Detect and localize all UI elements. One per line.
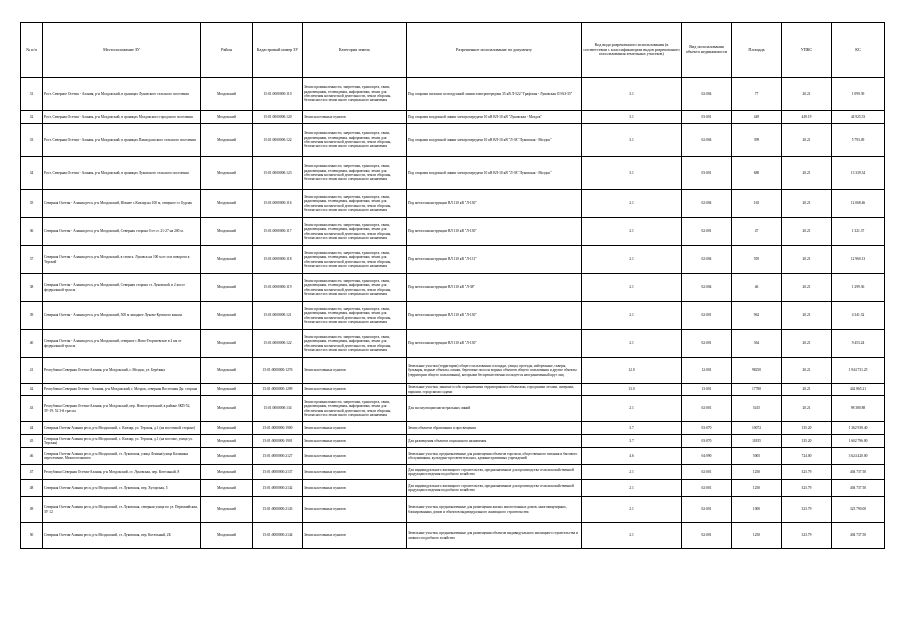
header-cadastral-number: Кадастровый номер ЗУ: [253, 23, 303, 78]
cell-land-category: Земли населенных пунктов: [303, 448, 407, 465]
cell-ks: 404 737.50: [832, 465, 885, 480]
cell-number: 34: [21, 157, 43, 190]
cell-area: 165: [732, 190, 782, 218]
cell-cadastral-number: 15:01:0000000:118: [253, 246, 303, 274]
cell-ks: 323 790.00: [832, 497, 885, 523]
cell-land-category: Земли промышленности, энергетики, транспорта, связи, радиовещания, телевидения, информатики, земли для обеспечения космической деятельности, земли обороны, безопасности и земли иного специального назначения: [303, 330, 407, 358]
cell-number: 43: [21, 396, 43, 422]
cell-district: Моздокский: [201, 330, 253, 358]
cell-location: Рост. Северная Осетия - Алания, р-н Моздокский, в границах Луковского сельского поселения: [43, 157, 201, 190]
cell-cadastral-number: 15:01:0000000:116: [253, 190, 303, 218]
cell-area: 47: [732, 218, 782, 246]
cell-use-type: 02:001: [682, 480, 732, 497]
cell-land-category: Земли промышленности, энергетики, транспорта, связи, радиовещания, телевидения, информатики, земли для обеспечения космической деятельности, земли обороны, безопасности и земли иного специального назначения: [303, 274, 407, 302]
cell-ks: 1 362 938.40: [832, 422, 885, 435]
cell-use-type: 02:001: [682, 465, 732, 480]
cell-district: Моздокский: [201, 448, 253, 465]
cell-number: 50: [21, 523, 43, 549]
cell-permitted-use: Земельные участки, занятые особо охраняемыми территориями и объектами, городскими лесами, скверами, парками, городскими садами: [407, 384, 582, 396]
cell-cadastral-number: 15:01:0000000:119: [253, 274, 303, 302]
cell-use-type: 02:001: [682, 497, 732, 523]
header-ks: КС: [832, 23, 885, 78]
cell-area: 364: [732, 330, 782, 358]
cell-ks: 1 944 731.25: [832, 358, 885, 384]
cell-permitted-use: Под опорами пилонов по воздушной линии электропередачи 35 кВ Л-522 "Графская - Луковская ОЭАЗ-35": [407, 78, 582, 111]
table-row: [21, 523, 885, 549]
cell-use-type: 02:004: [682, 190, 732, 218]
cell-cadastral-number: 15:01:0000000:2144: [253, 523, 303, 549]
cell-land-category: Земли промышленности, энергетики, транспорта, связи, радиовещания, телевидения, информатики, земли для обеспечения космической деятельности, земли обороны, безопасности и земли иного специального назначения: [303, 218, 407, 246]
cell-number: 45: [21, 435, 43, 448]
cell-ks: 12 960.13: [832, 246, 885, 274]
cell-permitted-use: Земельные участки (территории) общего пользования: площади, улицы, проезды, набережные, скверы, бульвары, водные объекты, пляжи, береговые полосы водных объектов общего пользования и другие объекты (территории общего пользования), которыми беспрепятственно пользуется неограниченный круг лиц: [407, 358, 582, 384]
cell-location: Северная Осетия - Алания респ, р-н Моздокский, в семи к. Луковск на 100 м от оси поворота к Терской: [43, 246, 201, 274]
cell-number: 35: [21, 190, 43, 218]
cell-ks: 13 339.34: [832, 157, 885, 190]
cell-use-type: 02:001: [682, 523, 732, 549]
cell-permitted-use: Земельные участки, предназначенные для размещения объектов индивидуального жилищного строительства и личного подсобного хозяйства: [407, 523, 582, 549]
cell-number: 36: [21, 218, 43, 246]
cell-land-category: Земли промышленности, энергетики, транспорта, связи, радиовещания, телевидения, информатики, земли для обеспечения космической деятельности, земли обороны, безопасности и земли иного специального назначения: [303, 246, 407, 274]
cell-permitted-use: Под опорами воздушной линии электропередачи 10 кВ ВЛ-10 кВ "Л-38 "Луковская - Моздок": [407, 124, 582, 157]
cell-number: 42: [21, 384, 43, 396]
cell-cadastral-number: 15:01:0000000:2142: [253, 480, 303, 497]
cell-area: 77: [732, 78, 782, 111]
cell-cadastral-number: 15:01:0000000:123: [253, 157, 303, 190]
cell-permitted-use: Под металлоконструкции ВЛ 110 кВ "Л-130": [407, 302, 582, 330]
table-row: [21, 384, 885, 396]
cell-area: 5005: [732, 448, 782, 465]
cell-land-category: Земли промышленности, энергетики, транспорта, связи, радиовещания, телевидения, информатики, земли для обеспечения космической деятельности, земли обороны, безопасности и земли иного специального назначения: [303, 124, 407, 157]
cell-use-type: 02:004: [682, 124, 732, 157]
cell-area: 1250: [732, 480, 782, 497]
cell-use-code: 13.0: [582, 384, 682, 396]
cell-use-type: 02:001: [682, 218, 732, 246]
header-permitted-use: Разрешенное использование по документу: [407, 23, 582, 78]
cell-ks: 1 099.39: [832, 78, 885, 111]
cell-permitted-use: Земельные участки, предназначенные для размещения объектов торговли, общественного питания и бытового обслуживания, культурно-просветительских, административных учреждений: [407, 448, 582, 465]
cell-use-code: 3.1: [582, 124, 682, 157]
cell-land-category: Земли промышленности, энергетики, транспорта, связи, радиовещания, телевидения, информатики, земли для обеспечения космической деятельности, земли обороны, безопасности и земли иного специального назначения: [303, 396, 407, 422]
cell-district: Моздокский: [201, 302, 253, 330]
cell-number: 40: [21, 330, 43, 358]
cell-permitted-use: Под металлоконструкции ВЛ 110 кВ "Л-130": [407, 218, 582, 246]
table-body: [21, 78, 885, 549]
cell-cadastral-number: 15:01:0000000:122: [253, 124, 303, 157]
cell-land-category: Земли населенных пунктов: [303, 384, 407, 396]
cell-district: Моздокский: [201, 497, 253, 523]
header-upks: УПКС: [782, 23, 832, 78]
cell-permitted-use: Под металлоконструкции ВЛ 110 кВ "Л-38": [407, 274, 582, 302]
cell-cadastral-number: 15:01:0000000:110: [253, 78, 303, 111]
cell-use-code: 3.1: [582, 111, 682, 124]
cell-ks: 3 624 420.00: [832, 448, 885, 465]
cell-use-code: 2.1: [582, 497, 682, 523]
cell-number: 33: [21, 124, 43, 157]
land-parcel-register-table: [20, 22, 885, 549]
cell-permitted-use: Под опорами воздушной линии электропередачи 10 кВ ВЛ-10 кВ "Луковская - Моздок": [407, 111, 582, 124]
cell-permitted-use: Для размещения объектов социального назначения: [407, 435, 582, 448]
cell-use-type: 13:001: [682, 384, 732, 396]
table-row: [21, 246, 885, 274]
cell-use-code: 4.6: [582, 448, 682, 465]
header-land-category: Категория земель: [303, 23, 407, 78]
cell-district: Моздокский: [201, 111, 253, 124]
cell-district: Моздокский: [201, 384, 253, 396]
header-location: Местоположение ЗУ: [43, 23, 201, 78]
cell-permitted-use: Под металлоконструкции ВЛ 110 кВ "Л-131": [407, 246, 582, 274]
cell-number: 38: [21, 274, 43, 302]
table-row: [21, 302, 885, 330]
table-row: [21, 497, 885, 523]
cell-permitted-use: Земли объектов образования и просвещения: [407, 422, 582, 435]
cell-use-type: 03:070: [682, 435, 732, 448]
cell-permitted-use: Под опорами воздушной линии электропередачи 10 кВ ВЛ-10 кВ "Л-38 "Луковская - Моздок": [407, 157, 582, 190]
cell-area: 1250: [732, 523, 782, 549]
table-row: [21, 124, 885, 157]
cell-use-code: 2.1: [582, 274, 682, 302]
cell-ks: 404 737.50: [832, 523, 885, 549]
cell-upks: 20.21: [782, 274, 832, 302]
cell-location: Северная Осетия-Алания респ, р-н Моздокский, с. Кизляр, ул. Терская, д.1 (на восточной стороне): [43, 422, 201, 435]
cell-district: Моздокский: [201, 396, 253, 422]
cell-use-type: 02:001: [682, 302, 732, 330]
cell-location: Северная Осетия - Алания респ, р-н Моздокский, 500 м западнее Луково-Кумского канала: [43, 302, 201, 330]
cell-number: 44: [21, 422, 43, 435]
cell-land-category: Земли промышленности, энергетики, транспорта, связи, радиовещания, телевидения, информатики, земли для обеспечения космической деятельности, земли обороны, безопасности и земли иного специального назначения: [303, 190, 407, 218]
table-row: [21, 218, 885, 246]
cell-use-type: 03:070: [682, 422, 732, 435]
cell-district: Моздокский: [201, 246, 253, 274]
cell-location: Северная Осетия-Алания респ, р-н Моздокский, ст. Луковская, пер. Хуторская, 5: [43, 480, 201, 497]
cell-upks: 20.21: [782, 330, 832, 358]
header-district: Район: [201, 23, 253, 78]
cell-use-code: 2.1: [582, 523, 682, 549]
cell-area: 10072: [732, 422, 782, 435]
cell-location: Северная Осетия-Алания респ, р-н Моздокский, с. Кизляр, ул. Терская, д.1 (на востоке, улица ул. Терская): [43, 435, 201, 448]
cell-ks: 98 380.88: [832, 396, 885, 422]
cell-ks: 5 793.49: [832, 124, 885, 157]
cell-area: 1000: [732, 497, 782, 523]
cell-land-category: Земли населенных пунктов: [303, 435, 407, 448]
cell-area: 595: [732, 246, 782, 274]
cell-cadastral-number: 15:01:0000000:117: [253, 218, 303, 246]
cell-cadastral-number: 15:01:0000000:1900: [253, 422, 303, 435]
cell-use-type: 02:001: [682, 396, 732, 422]
cell-upks: 20.21: [782, 124, 832, 157]
cell-location: Северная Осетия - Алания респ, р-н Моздокский, Северная сторона ст. Луковской, в 2 км от федеральной трассы: [43, 274, 201, 302]
cell-use-code: 3.1: [582, 78, 682, 111]
cell-location: Рост. Северное Осетия - Алания, р-н Моздокский, в границах Луковского сельского поселения: [43, 78, 201, 111]
cell-upks: 20.21: [782, 246, 832, 274]
cell-number: 32: [21, 111, 43, 124]
cell-use-type: 02:004: [682, 78, 732, 111]
header-row: [21, 23, 885, 78]
cell-land-category: Земли промышленности, энергетики, транспорта, связи, радиовещания, телевидения, информатики, земли для обеспечения космической деятельности, земли обороны, безопасности и земли иного специального назначения: [303, 78, 407, 111]
cell-district: Моздокский: [201, 274, 253, 302]
header-number: № п/п: [21, 23, 43, 78]
cell-land-category: Земли промышленности, энергетики, транспорта, связи, радиовещания, телевидения, информатики, земли для обеспечения космической деятельности, земли обороны, безопасности и земли иного специального назначения: [303, 302, 407, 330]
cell-use-code: 3.1: [582, 157, 682, 190]
table-row: [21, 358, 885, 384]
cell-upks: 20.21: [782, 218, 832, 246]
cell-location: Северная Осетия - Алания респ, р-н Моздокский, северное с.Ново-Георгиевское в 2 км от федеральной трассы: [43, 330, 201, 358]
cell-district: Моздокский: [201, 124, 253, 157]
cell-upks: 20.21: [782, 358, 832, 384]
table-row: [21, 396, 885, 422]
cell-district: Моздокский: [201, 480, 253, 497]
cell-upks: 20.21: [782, 384, 832, 396]
cell-district: Моздокский: [201, 523, 253, 549]
cell-upks: 449.19: [782, 111, 832, 124]
cell-district: Моздокский: [201, 435, 253, 448]
cell-upks: 323.79: [782, 480, 832, 497]
cell-permitted-use: Для эксплуатации магистральных линий: [407, 396, 582, 422]
cell-number: 47: [21, 465, 43, 480]
cell-location: Республика Северная Осетия-Алания, р-н Моздокский, ст. Луковская, пер. Котельный, 8: [43, 465, 201, 480]
cell-cadastral-number: 15:01:0000000:1276: [253, 358, 303, 384]
cell-use-code: 2.1: [582, 465, 682, 480]
cell-location: Северная Осетия - Алания респ, р-н Моздокский, Южнее с.Кизляр на 100 м, северное ст. Бурлак: [43, 190, 201, 218]
cell-ks: 4 341.32: [832, 302, 885, 330]
cell-land-category: Земли населенных пунктов: [303, 523, 407, 549]
cell-cadastral-number: 15:01:0000000:122: [253, 330, 303, 358]
cell-use-type: 03:001: [682, 111, 732, 124]
cell-district: Моздокский: [201, 157, 253, 190]
cell-permitted-use: Для индивидуального жилищного строительства, предназначенные для производства сельскохозяйственной продукции и ведения подсобного хозяйства: [407, 465, 582, 480]
cell-use-code: 2.1: [582, 218, 682, 246]
header-area: Площадь: [732, 23, 782, 78]
cell-area: 449: [732, 111, 782, 124]
cell-location: Северная Осетия - Алания респ, р-н Моздокский, Северная сторона 0 от ст. 21-27 на 200 м.: [43, 218, 201, 246]
cell-upks: 323.79: [782, 497, 832, 523]
cell-land-category: Земли населенных пунктов: [303, 358, 407, 384]
cell-location: Республика Северная Осетия-Алания, р-н Моздокский, г. Моздок, ул. Берёзина: [43, 358, 201, 384]
cell-use-type: 04:090: [682, 448, 732, 465]
table-row: [21, 157, 885, 190]
cell-number: 46: [21, 448, 43, 465]
cell-area: 17788: [732, 384, 782, 396]
cell-cadastral-number: 15:01:0000000:134: [253, 396, 303, 422]
table-row: [21, 274, 885, 302]
cell-use-code: 12.0: [582, 358, 682, 384]
cell-permitted-use: Под металлоконструкции ВЛ 110 кВ "Л-130": [407, 190, 582, 218]
cell-ks: 44 925.53: [832, 111, 885, 124]
cell-location: Республика Северная Осетия - Алания, р-н Моздокский, г. Моздок, северная Восточная Дн. сторона: [43, 384, 201, 396]
cell-location: Северная Осетия-Алания респ, р-н Моздокский, ст. Луковская, улица Ленина/улица Калинина пересечение, Межпоселкового: [43, 448, 201, 465]
cell-land-category: Земли населенных пунктов: [303, 497, 407, 523]
cell-use-type: 02:004: [682, 246, 732, 274]
cell-use-type: 03:001: [682, 157, 732, 190]
cell-upks: 20.21: [782, 302, 832, 330]
cell-use-code: 3.7: [582, 422, 682, 435]
cell-ks: 12 068.46: [832, 190, 885, 218]
cell-district: Моздокский: [201, 422, 253, 435]
table-row: [21, 330, 885, 358]
cell-cadastral-number: 15:01:0000000:2143: [253, 497, 303, 523]
cell-cadastral-number: 15:01:0000000:1901: [253, 435, 303, 448]
cell-area: 1250: [732, 465, 782, 480]
cell-upks: 323.79: [782, 465, 832, 480]
cell-area: 962: [732, 302, 782, 330]
cell-ks: 404 737.50: [832, 480, 885, 497]
table-row: [21, 480, 885, 497]
cell-upks: 135.20: [782, 435, 832, 448]
cell-cadastral-number: 15:01:0000000:120: [253, 111, 303, 124]
table-row: [21, 111, 885, 124]
cell-land-category: Земли населенных пунктов: [303, 480, 407, 497]
cell-upks: 20.21: [782, 190, 832, 218]
cell-ks: 1 321.37: [832, 218, 885, 246]
cell-use-code: 2.1: [582, 246, 682, 274]
header-use-code: Код вида разрешенного использования (в соответствии с классификатором видов разрешенного использования земельных участков): [582, 23, 682, 78]
cell-cadastral-number: 15:01:0000000:1299: [253, 384, 303, 396]
cell-permitted-use: Под металлоконструкции ВЛ 110 кВ "Л-130": [407, 330, 582, 358]
cell-use-code: 2.1: [582, 190, 682, 218]
cell-location: Рост. Северная Осетия - Алания, р-н Моздокский, в границах Моздокского городского поселения: [43, 111, 201, 124]
cell-ks: 9 453.24: [832, 330, 885, 358]
cell-ks: 1 602 796.00: [832, 435, 885, 448]
cell-area: 98250: [732, 358, 782, 384]
cell-upks: 135.20: [782, 422, 832, 435]
cell-location: Республика Северная Осетия-Алания, р-н Моздокский, пер. Новостроевский, в районе ЗКП-52, ЗУ-19, 52 3-й трассы: [43, 396, 201, 422]
cell-upks: 20.21: [782, 396, 832, 422]
cell-area: 46: [732, 274, 782, 302]
cell-number: 48: [21, 480, 43, 497]
cell-area: 11855: [732, 435, 782, 448]
cell-land-category: Земли населенных пунктов: [303, 422, 407, 435]
cell-district: Моздокский: [201, 465, 253, 480]
header-use-type: Вид использования объекта недвижимости: [682, 23, 732, 78]
cell-upks: 20.21: [782, 157, 832, 190]
cell-use-code: 2.1: [582, 302, 682, 330]
cell-area: 399: [732, 124, 782, 157]
cell-cadastral-number: 15:01:0000000:2137: [253, 465, 303, 480]
cell-location: Рост. Северная Осетия - Алания, р-н Моздокский, в границах Павлодольского сельского поселения: [43, 124, 201, 157]
cell-use-code: 2.1: [582, 396, 682, 422]
cell-district: Моздокский: [201, 78, 253, 111]
cell-use-type: 02:001: [682, 330, 732, 358]
table-row: [21, 448, 885, 465]
cell-use-code: 2.1: [582, 480, 682, 497]
table-row: [21, 422, 885, 435]
cell-use-type: 12:001: [682, 358, 732, 384]
cell-area: 5415: [732, 396, 782, 422]
table-row: [21, 435, 885, 448]
cell-use-code: 2.1: [582, 330, 682, 358]
table-row: [21, 190, 885, 218]
cell-land-category: Земли промышленности, энергетики, транспорта, связи, радиовещания, телевидения, информатики, земли для обеспечения космической деятельности, земли обороны, безопасности и земли иного специального назначения: [303, 157, 407, 190]
cell-cadastral-number: 15:01:0000000:2127: [253, 448, 303, 465]
cell-location: Северная Осетия-Алания респ, р-н Моздокский, ст. Луковская, пер. Котельный, 2Б: [43, 523, 201, 549]
cell-upks: 724.00: [782, 448, 832, 465]
cell-land-category: Земли населенных пунктов: [303, 465, 407, 480]
cell-permitted-use: Земельные участки, предназначенные для размещения жилых многоэтажных домов, многоквартирных, блокированных домов и объектов индивидуального жилищного строительства: [407, 497, 582, 523]
cell-district: Моздокский: [201, 358, 253, 384]
cell-use-type: 02:004: [682, 274, 732, 302]
cell-land-category: Земли населенных пунктов: [303, 111, 407, 124]
cell-permitted-use: Для индивидуального жилищного строительства, предназначенные для производства сельскохозяйственной продукции и ведения подсобного хозяйства: [407, 480, 582, 497]
cell-location: Северная Осетия-Алания респ, р-н Моздокский, ст. Луковская, северная улица по ул. Первомайская, ЗУ 12: [43, 497, 201, 523]
cell-number: 37: [21, 246, 43, 274]
cell-ks: 1 299.36: [832, 274, 885, 302]
cell-upks: 20.21: [782, 78, 832, 111]
cell-district: Моздокский: [201, 218, 253, 246]
cell-number: 49: [21, 497, 43, 523]
cell-number: 31: [21, 78, 43, 111]
table-row: [21, 465, 885, 480]
cell-cadastral-number: 15:01:0000000:121: [253, 302, 303, 330]
cell-upks: 323.79: [782, 523, 832, 549]
cell-number: 41: [21, 358, 43, 384]
cell-number: 39: [21, 302, 43, 330]
cell-ks: 442 865.21: [832, 384, 885, 396]
cell-use-code: 3.7: [582, 435, 682, 448]
cell-area: 680: [732, 157, 782, 190]
table-row: [21, 78, 885, 111]
cell-district: Моздокский: [201, 190, 253, 218]
